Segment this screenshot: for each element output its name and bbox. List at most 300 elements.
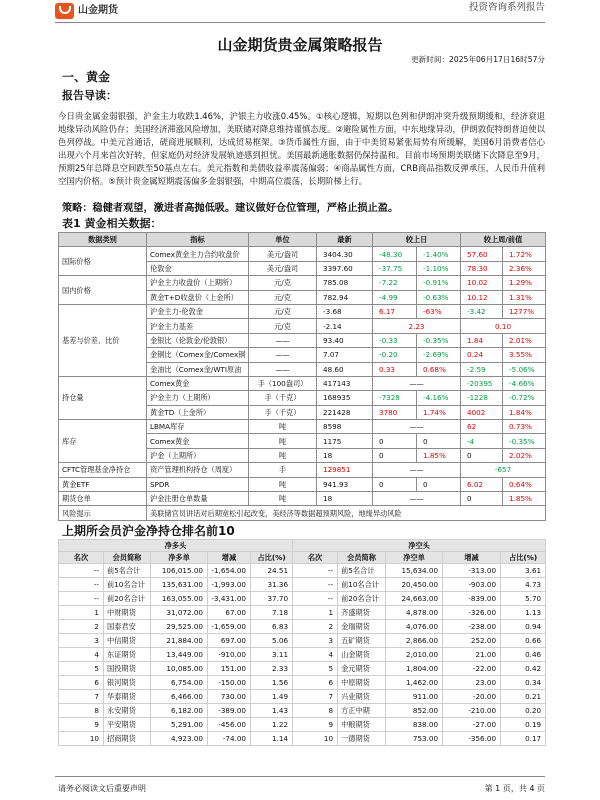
table1-latest: 7.07 (317, 348, 373, 362)
table1-week-change: 3.55% (503, 348, 546, 362)
table2-long-change: 151.00 (208, 662, 251, 676)
table2-col-member: 会员简称 (338, 552, 386, 564)
table1-header-week-change: 较上周/前值 (461, 233, 546, 247)
table1-indicator: 沪金注册仓单数量 (147, 492, 249, 506)
table2-long-net: 4,923.00 (151, 732, 208, 746)
table1-day-change: -0.91% (417, 276, 461, 290)
table2-long-change: -456.00 (208, 718, 251, 732)
table1-latest: 93.40 (317, 333, 373, 347)
table1-week-change: -2.59 (461, 362, 503, 376)
table1-latest: 221428 (317, 405, 373, 419)
table1-unit: 美元/盎司 (249, 247, 317, 261)
table1-week-change: 62 (461, 420, 503, 434)
table2-col-member: 会员简称 (104, 552, 151, 564)
table2-short-change: 21.00 (443, 648, 501, 662)
table1-week-change: -0.35% (503, 434, 546, 448)
table1-latest: 1175 (317, 434, 373, 448)
table1-indicator: 沪金主力收盘价（上期所） (147, 276, 249, 290)
table1-week-change: 1.72% (503, 247, 546, 261)
table2-long-net: 13,449.00 (151, 648, 208, 662)
table1-day-change: 0 (373, 477, 417, 491)
table1-unit: 元/克 (249, 304, 317, 318)
table2-short-share: 0.19 (501, 718, 546, 732)
table1-week-change: 2.36% (503, 261, 546, 275)
table2-long-rank: 4 (59, 648, 104, 662)
table2-short-rank: 5 (293, 662, 338, 676)
table1-indicator: 资产管理机构持仓（周度） (147, 463, 249, 477)
table2-short-member: 金元期货 (338, 662, 386, 676)
table2-long-rank: -- (59, 592, 104, 606)
risk-text: 美联储官员讲话对后期宽松引起改变，美经济等数据超预期风险，地缘异动风险 (147, 506, 546, 520)
table2-long-change: -150.00 (208, 676, 251, 690)
table1-week-change: 57.60 (461, 247, 503, 261)
table1-day-change: -1.40% (417, 247, 461, 261)
table2-col-change: 增减 (208, 552, 251, 564)
table2-short-rank: 6 (293, 676, 338, 690)
table1-week-change: 6.02 (461, 477, 503, 491)
table1-indicator: SPDR (147, 477, 249, 491)
table2-long-net: 106,015.00 (151, 564, 208, 578)
table2-short-change: -22.00 (443, 662, 501, 676)
table2-short-share: 0.17 (501, 732, 546, 746)
table1-unit: 美元/盎司 (249, 261, 317, 275)
table2-row (59, 634, 546, 648)
table1-day-change: —— (373, 492, 461, 506)
table2-col-share: 占比(%) (251, 552, 293, 564)
table1-latest: 168935 (317, 391, 373, 405)
table1-day-change: -63% (417, 304, 461, 318)
table1-indicator: Comex黄金 (147, 376, 249, 390)
table2-row (59, 648, 546, 662)
table2-long-rank: -- (59, 578, 104, 592)
table1-header-category: 数据类别 (59, 233, 147, 247)
table2-long-change: -1,993.00 (208, 578, 251, 592)
table1-week-change: -1228 (461, 391, 503, 405)
table2-short-share: 4.73 (501, 578, 546, 592)
member-position-table (58, 539, 546, 746)
table1-day-change: -1.10% (417, 261, 461, 275)
table2-short-rank: 9 (293, 718, 338, 732)
table2-long-rank: 5 (59, 662, 104, 676)
table2-long-member: 银河期货 (104, 676, 151, 690)
shandong-gold-logo-icon (55, 3, 74, 19)
table2-long-member: 东证期货 (104, 648, 151, 662)
table1-indicator: Comex黄金 (147, 434, 249, 448)
table2-short-net: 911.00 (386, 690, 443, 704)
table2-short-change: -903.00 (443, 578, 501, 592)
table2-long-member: 前5名合计 (104, 564, 151, 578)
table1-latest: 8598 (317, 420, 373, 434)
table2-long-change: 730.00 (208, 690, 251, 704)
table2-long-net: 29,525.00 (151, 620, 208, 634)
table1-indicator: 沪金（上期所） (147, 448, 249, 462)
table1-indicator: 黄金T+D收盘价（上金所） (147, 290, 249, 304)
table1-day-change: 0 (373, 448, 417, 462)
table2-short-net: 24,663.00 (386, 592, 443, 606)
table2-short-share: 0.46 (501, 648, 546, 662)
strategy-line: 策略：稳健者观望，激进者高抛低吸。建议做好仓位管理，严格止损止盈。 (62, 203, 399, 214)
table1-day-change: 3780 (373, 405, 417, 419)
table1-day-change: 0.33 (373, 362, 417, 376)
net-short-header: 净空头 (293, 540, 546, 552)
table2-long-share: 1.22 (251, 718, 293, 732)
table1-week-change: -3.42 (461, 304, 503, 318)
table2-long-share: 6.83 (251, 620, 293, 634)
table1-unit: 手（千克） (249, 405, 317, 419)
table1-row (59, 477, 546, 491)
table2-short-member: 中粮期货 (338, 718, 386, 732)
table2-short-change: -238.00 (443, 620, 501, 634)
table2-short-net: 1,462.00 (386, 676, 443, 690)
table2-short-rank: 8 (293, 704, 338, 718)
table1-header-day-change: 较上日 (373, 233, 461, 247)
table2-short-change: -27.00 (443, 718, 501, 732)
table2-long-net: 163,055.00 (151, 592, 208, 606)
table1-unit: 吨 (249, 434, 317, 448)
table1-day-change: -4.16% (417, 391, 461, 405)
table1-risk-row (59, 506, 546, 520)
table2-short-net: 2,010.00 (386, 648, 443, 662)
table2-short-member: 齐盛期货 (338, 606, 386, 620)
table2-long-net: 6,466.00 (151, 690, 208, 704)
table1-latest: -3.68 (317, 304, 373, 318)
table2-short-net: 852.00 (386, 704, 443, 718)
table2-short-rank: -- (293, 564, 338, 578)
table1-row (59, 420, 546, 434)
table1-week-change: -657 (461, 463, 546, 477)
table2-short-net: 4,076.00 (386, 620, 443, 634)
table2-head (59, 540, 546, 564)
table1-indicator: 金油比（Comex金/WTI原油 (147, 362, 249, 376)
table2-long-member: 前10名合计 (104, 578, 151, 592)
table1-indicator: 金铜比（Comex金/Comex铜 (147, 348, 249, 362)
table1-day-change: 2.23 (373, 319, 461, 333)
header-divider (55, 22, 545, 23)
table1-latest: 3404.30 (317, 247, 373, 261)
table1-latest: 18 (317, 492, 373, 506)
table2-column-header-row (59, 552, 546, 564)
table1-day-change: -48.30 (373, 247, 417, 261)
net-long-header: 净多头 (59, 540, 293, 552)
table1-latest: 48.60 (317, 362, 373, 376)
table2-long-change: -74.00 (208, 732, 251, 746)
table2-col-change: 增减 (443, 552, 501, 564)
table2-short-member: 前10名合计 (338, 578, 386, 592)
table1-day-change: 1.85% (417, 448, 461, 462)
table1-week-change: -20395 (461, 376, 503, 390)
table2-short-net: 1,804.00 (386, 662, 443, 676)
table1-unit: 手 (249, 463, 317, 477)
table2-long-share: 1.43 (251, 704, 293, 718)
gold-data-table (58, 232, 546, 521)
table1-day-change: -0.20 (373, 348, 417, 362)
table2-short-member: 前5名合计 (338, 564, 386, 578)
table2-long-share: 37.70 (251, 592, 293, 606)
table2-long-change: -389.00 (208, 704, 251, 718)
table1-week-change: 0.73% (503, 420, 546, 434)
table1-latest: 417143 (317, 376, 373, 390)
table1-week-change: 4002 (461, 405, 503, 419)
table2-short-net: 753.00 (386, 732, 443, 746)
table1-day-change: -0.63% (417, 290, 461, 304)
table2-short-change: -356.00 (443, 732, 501, 746)
table1-unit: 吨 (249, 477, 317, 491)
table2-short-member: 金瑞期货 (338, 620, 386, 634)
table2-long-member: 招商期货 (104, 732, 151, 746)
table2-short-member: 兴业期货 (338, 690, 386, 704)
risk-label: 风险提示 (59, 506, 147, 520)
table2-short-member: 方正中期 (338, 704, 386, 718)
table1-indicator: 金银比（伦敦金/伦敦银） (147, 333, 249, 347)
table2-col-net-long: 净多单 (151, 552, 208, 564)
table2-long-net: 5,291.00 (151, 718, 208, 732)
table1-week-change: -5.06% (503, 362, 546, 376)
table1-week-change: 0 (461, 448, 503, 462)
table2-long-rank: 7 (59, 690, 104, 704)
table2-long-member: 中信期货 (104, 634, 151, 648)
table2-body (59, 564, 546, 746)
table1-row (59, 304, 546, 318)
table2-long-rank: -- (59, 564, 104, 578)
table1-caption: 表1 黄金相关数据： (62, 217, 162, 230)
table2-row (59, 592, 546, 606)
table2-long-member: 国投期货 (104, 662, 151, 676)
table1-row (59, 463, 546, 477)
table1-latest: 129851 (317, 463, 373, 477)
table1-week-change: 0.10 (461, 319, 546, 333)
table1-week-change: 1.84 (461, 333, 503, 347)
table1-day-change: —— (373, 376, 461, 390)
table1-unit: 手（100盎司） (249, 376, 317, 390)
table1-unit: 手（千克） (249, 391, 317, 405)
table2-row (59, 578, 546, 592)
table1-category: 库存 (59, 420, 147, 463)
table2-long-share: 5.06 (251, 634, 293, 648)
table2-long-rank: 6 (59, 676, 104, 690)
table2-long-change: -3,431.00 (208, 592, 251, 606)
table2-short-rank: 4 (293, 648, 338, 662)
table2-row (59, 676, 546, 690)
table2-long-net: 21,884.00 (151, 634, 208, 648)
table2-short-net: 4,878.00 (386, 606, 443, 620)
table2-short-share: 0.66 (501, 634, 546, 648)
table1-day-change: -0.35% (417, 333, 461, 347)
table1-day-change: 6.17 (373, 304, 417, 318)
table2-long-share: 2.33 (251, 662, 293, 676)
table2-long-member: 平安期货 (104, 718, 151, 732)
section-heading: 一、黄金 (62, 70, 111, 84)
table1-indicator: 沪金主力（上期所） (147, 391, 249, 405)
table1-category: 基差与价差、比价 (59, 304, 147, 376)
table2-long-share: 3.11 (251, 648, 293, 662)
table1-week-change: 10.02 (461, 276, 503, 290)
table2-long-share: 1.56 (251, 676, 293, 690)
table2-long-member: 国泰君安 (104, 620, 151, 634)
table1-category: CFTC管理基金净持仓 (59, 463, 147, 477)
table1-unit: —— (249, 348, 317, 362)
table2-col-rank: 名次 (293, 552, 338, 564)
table2-row (59, 690, 546, 704)
table1-week-change: -0.72% (503, 391, 546, 405)
table1-day-change: 1.74% (417, 405, 461, 419)
table1-day-change: -2.69% (417, 348, 461, 362)
table1-latest: 782.94 (317, 290, 373, 304)
table2-short-rank: -- (293, 578, 338, 592)
table2-short-share: 0.94 (501, 620, 546, 634)
table1-latest: 18 (317, 448, 373, 462)
table1-indicator: 伦敦金 (147, 261, 249, 275)
table1-day-change: —— (373, 420, 461, 434)
table1-risk-section (59, 506, 546, 520)
table2-long-rank: 3 (59, 634, 104, 648)
table1-week-change: 10.12 (461, 290, 503, 304)
table1-unit: 元/克 (249, 319, 317, 333)
table1-day-change: 0 (417, 477, 461, 491)
report-title: 山金期货贵金属策略报告 (217, 36, 383, 54)
table2-long-change: -910.00 (208, 648, 251, 662)
table1-latest: 941.93 (317, 477, 373, 491)
table1-day-change: 0 (373, 434, 417, 448)
table1-day-change: -4.99 (373, 290, 417, 304)
table1-week-change: 0.64% (503, 477, 546, 491)
page-number: 第 1 页，共 4 页 (484, 784, 545, 793)
table2-short-change: 252.00 (443, 634, 501, 648)
footer-divider (55, 776, 545, 777)
table2-long-member: 华泰期货 (104, 690, 151, 704)
table1-day-change: -37.75 (373, 261, 417, 275)
table1-unit: 吨 (249, 420, 317, 434)
table2-long-rank: 10 (59, 732, 104, 746)
table2-long-net: 6,182.00 (151, 704, 208, 718)
table1-unit: —— (249, 333, 317, 347)
table2-short-share: 0.20 (501, 704, 546, 718)
table2-short-rank: 2 (293, 620, 338, 634)
table1-unit: —— (249, 362, 317, 376)
table2-short-member: 五矿期货 (338, 634, 386, 648)
table1-latest: 3397.60 (317, 261, 373, 275)
company-logo (55, 3, 135, 21)
table2-short-member: 一德期货 (338, 732, 386, 746)
table1-category: 持仓量 (59, 376, 147, 419)
table1-week-change: -4 (461, 434, 503, 448)
table2-long-rank: 9 (59, 718, 104, 732)
disclaimer-notice: 请务必阅读文后重要声明 (58, 784, 146, 793)
table2-col-net-short: 净空单 (386, 552, 443, 564)
table2-short-net: 838.00 (386, 718, 443, 732)
table2-short-rank: 10 (293, 732, 338, 746)
table1-week-change: 0.24 (461, 348, 503, 362)
table1-week-change: -4.66% (503, 376, 546, 390)
table2-long-change: 697.00 (208, 634, 251, 648)
table2-long-rank: 8 (59, 704, 104, 718)
table1-indicator: Comex黄金主力合约收盘价 (147, 247, 249, 261)
table2-long-net: 135,631.00 (151, 578, 208, 592)
table2-short-rank: 3 (293, 634, 338, 648)
table2-long-member: 前20名合计 (104, 592, 151, 606)
table1-body (59, 247, 546, 506)
table1-unit: 吨 (249, 448, 317, 462)
table1-row (59, 276, 546, 290)
table2-short-rank: 1 (293, 606, 338, 620)
intro-paragraph: 今日贵金属金弱银强，沪金主力收跌1.46%，沪银主力收涨0.45%。①核心逻辑，短期以色列和伊朗冲突升级预期缓和，经济衰退地缘异动风险仍存；美国经济滞涨风险增加，美联储对降息维持谨慎态度。②避险属性方面，中东地缘异动，伊朗敦促特朗普迫使以色列停战。中美元首通话，磋商进展顺利，达成贸易框架。③货币属性方面，由于中美贸易紧张局势有所缓解，美国6月消费者信心出现六个月来首次好转，但家庭仍对经济发展轨迹感到担忧。美国最新通胀数据仍保持温和。目前市场预期美联储下次降息至9月，预期25年总降息空间跌至50基点左右。美元指数和美债收益率震荡偏弱；④商品属性方面，CRB商品指数反弹承压，人民币升值利空国内价格。⑤预计贵金属短期震荡偏多金弱银强，中期高位震荡，长期阶梯上行。 (58, 111, 545, 186)
table2-short-change: 23.00 (443, 676, 501, 690)
table2-row (59, 620, 546, 634)
table2-short-share: 0.42 (501, 662, 546, 676)
table1-indicator: 沪金主力基差 (147, 319, 249, 333)
table1-day-change: -7328 (373, 391, 417, 405)
table1-header-latest: 最新 (317, 233, 373, 247)
table1-unit: 元/克 (249, 290, 317, 304)
table2-short-net: 15,634.00 (386, 564, 443, 578)
table2-long-change: 67.00 (208, 606, 251, 620)
table2-title: 上期所会员沪金净持仓排名前10 (62, 524, 235, 538)
table2-short-member: 中原期货 (338, 676, 386, 690)
table1-day-change: 0 (417, 434, 461, 448)
table2-row (59, 718, 546, 732)
table1-unit: 吨 (249, 492, 317, 506)
table2-long-share: 1.14 (251, 732, 293, 746)
table2-short-member: 前20名合计 (338, 592, 386, 606)
table1-category: 期货仓单 (59, 492, 147, 506)
table2-long-share: 7.18 (251, 606, 293, 620)
table2-long-share: 31.36 (251, 578, 293, 592)
table2-long-rank: 1 (59, 606, 104, 620)
table1-week-change: 2.02% (503, 448, 546, 462)
table1-week-change: 1.85% (503, 492, 546, 506)
table1-indicator: 黄金TD（上金所） (147, 405, 249, 419)
table1-latest: -2.14 (317, 319, 373, 333)
table2-row (59, 704, 546, 718)
table1-week-change: 0 (461, 492, 503, 506)
table2-short-share: 3.61 (501, 564, 546, 578)
table2-long-share: 1.49 (251, 690, 293, 704)
table2-row (59, 662, 546, 676)
table2-row (59, 606, 546, 620)
table1-category: 国内价格 (59, 276, 147, 305)
table1-week-change: 1.31% (503, 290, 546, 304)
table2-short-change: -313.00 (443, 564, 501, 578)
table2-long-change: -1,659.00 (208, 620, 251, 634)
table1-head (59, 233, 546, 247)
table2-col-rank: 名次 (59, 552, 104, 564)
table2-short-net: 2,866.00 (386, 634, 443, 648)
table2-short-rank: -- (293, 592, 338, 606)
table1-row (59, 492, 546, 506)
report-series-label: 投资咨询系列报告 (468, 2, 545, 13)
table1-week-change: 1.84% (503, 405, 546, 419)
table2-short-share: 5.70 (501, 592, 546, 606)
table1-day-change: -0.33 (373, 333, 417, 347)
table2-long-member: 永安期货 (104, 704, 151, 718)
table1-day-change: 0.68% (417, 362, 461, 376)
table1-indicator: LBMA库存 (147, 420, 249, 434)
brand-name: 山金期货 (78, 5, 118, 16)
table1-indicator: 沪金主力-伦敦金 (147, 304, 249, 318)
table2-long-share: 24.51 (251, 564, 293, 578)
table2-row (59, 564, 546, 578)
table2-short-member: 山金期货 (338, 648, 386, 662)
table2-short-share: 0.21 (501, 690, 546, 704)
table1-day-change: -7.22 (373, 276, 417, 290)
table1-week-change: 78.30 (461, 261, 503, 275)
table2-row (59, 732, 546, 746)
table1-category: 国际价格 (59, 247, 147, 276)
table2-short-change: -210.00 (443, 704, 501, 718)
table1-category: 黄金ETF (59, 477, 147, 491)
table2-short-change: -839.00 (443, 592, 501, 606)
intro-heading: 报告导读： (62, 89, 117, 102)
table1-week-change: 2.01% (503, 333, 546, 347)
